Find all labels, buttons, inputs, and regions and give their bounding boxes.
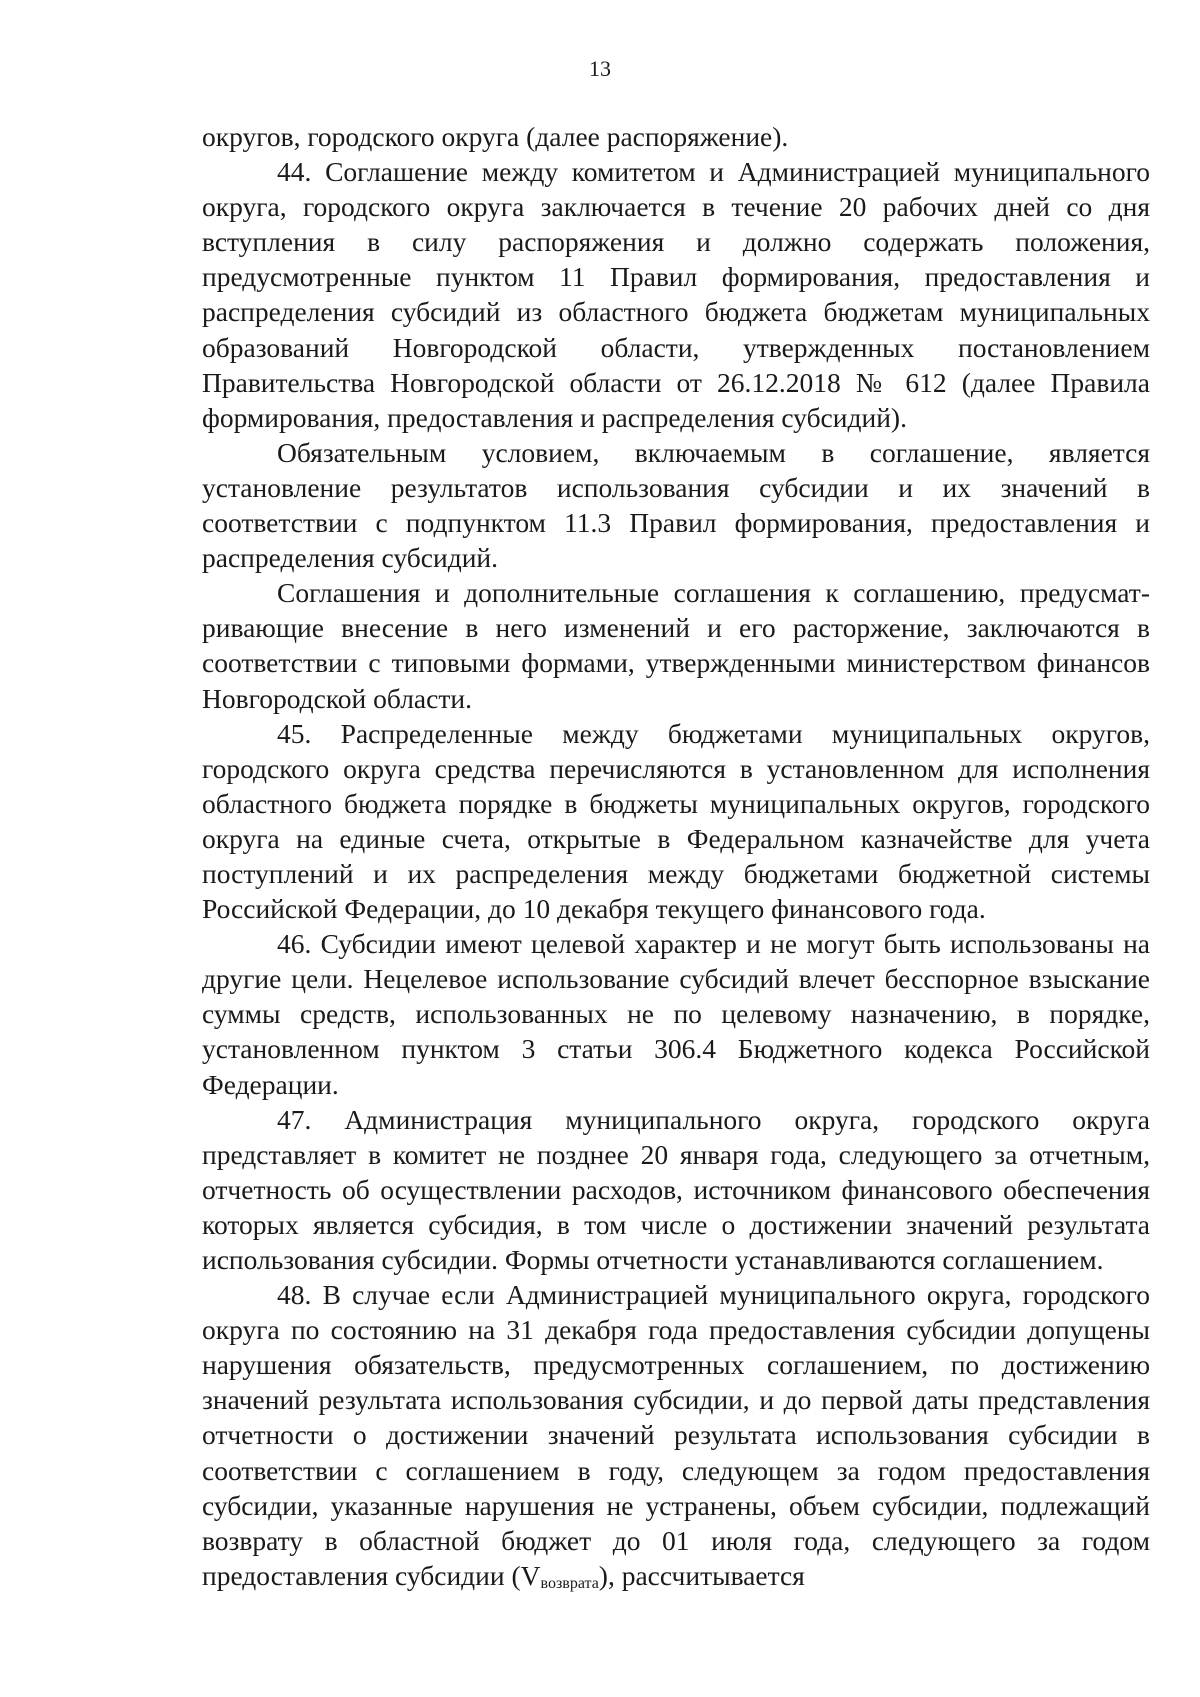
paragraph-44-agreements: Соглашения и дополнительные соглашения к соглашению, предусматривающие внесение в него изменений и его расторжение, заключаются в соответствии с типовыми формами, утвержденными министерством финансов Новгородской области.: [202, 577, 1150, 714]
paragraph-47: 47. Администрация муниципального округа, городского округа представляет в комитет не позднее 20 января года, следующего за отчетным, отчетность об осуществлении расходов, источником финансового обеспечения которых является субсидия, в том числе о достижении значений результата использования субсидии. Формы отчетности устанавливаются соглашением.: [202, 1103, 1150, 1275]
paragraph-48-text-end: ), рассчитывается: [598, 1559, 805, 1591]
paragraph-48-text: 48. В случае если Администрацией муниципального округа, городского округа по состоянию на 31 декабря года предоставления субсидии допущены нарушения обязательств, предусмотренных соглашением, по достижению значений результата использования субсидии, и до первой даты представления отчетности о достижении значений результата использования субсидии в соответствии с соглашением в году, следующем за годом предоставления субсидии, указанные нарушения не устранены, объем субсидии, подлежащий возврату в областной бюджет до 01 июля года, следующего за годом предоставления субсидии (: [202, 1279, 1150, 1591]
paragraph-46: 46. Субсидии имеют целевой характер и не могут быть использованы на другие цели. Нецелевое использование субсидий влечет бесспорное взыскание суммы средств, использованных не по целевому назначению, в порядке, установленном пунктом 3 статьи 306.4 Бюджетного кодекса Российской Федерации.: [202, 928, 1150, 1100]
refund-variable-symbol: V: [520, 1559, 541, 1591]
paragraph-continuation: округов, городского округа (далее распоряжение).: [202, 121, 789, 152]
paragraph-48: [202, 1277, 1150, 1593]
refund-variable-subscript: возврата: [540, 1574, 599, 1592]
paragraph-44-condition: Обязательным условием, включаемым в соглашение, является установление результатов использования субсидии и их значений в соответствии с подпунктом 11.3 Правил формирования, предоставления и распределения субсидий.: [202, 436, 1150, 574]
paragraph-44: 44. Соглашение между комитетом и Администрацией муниципального округа, городского округа заключается в течение 20 рабочих дней со дня вступления в силу распоряжения и должно содержать положения, предусмотренные пунктом 11 Правил формирования, предоставления и распределения субсидий из областного бюджета бюджетам муниципальных образований Новгородской области, утвержденных постановлением Правительства Новгородской области от 26.12.2018 № 612 (далее Правила формирования, предоставления и распределения субсидий).: [202, 156, 1150, 433]
page-number: 13: [589, 56, 611, 81]
refund-variable: [521, 1560, 599, 1591]
document-body: [202, 119, 1150, 1593]
paragraph-45: 45. Распределенные между бюджетами муниципальных округов, городского округа средства перечисляются в установленном для исполнения областного бюджета порядке в бюджеты муниципальных округов, городского округа на единые счета, открытые в Федеральном казначействе для учета поступлений и их распределения между бюджетами бюджетной системы Российской Федерации, до 10 декабря текущего финансового года.: [202, 717, 1150, 925]
